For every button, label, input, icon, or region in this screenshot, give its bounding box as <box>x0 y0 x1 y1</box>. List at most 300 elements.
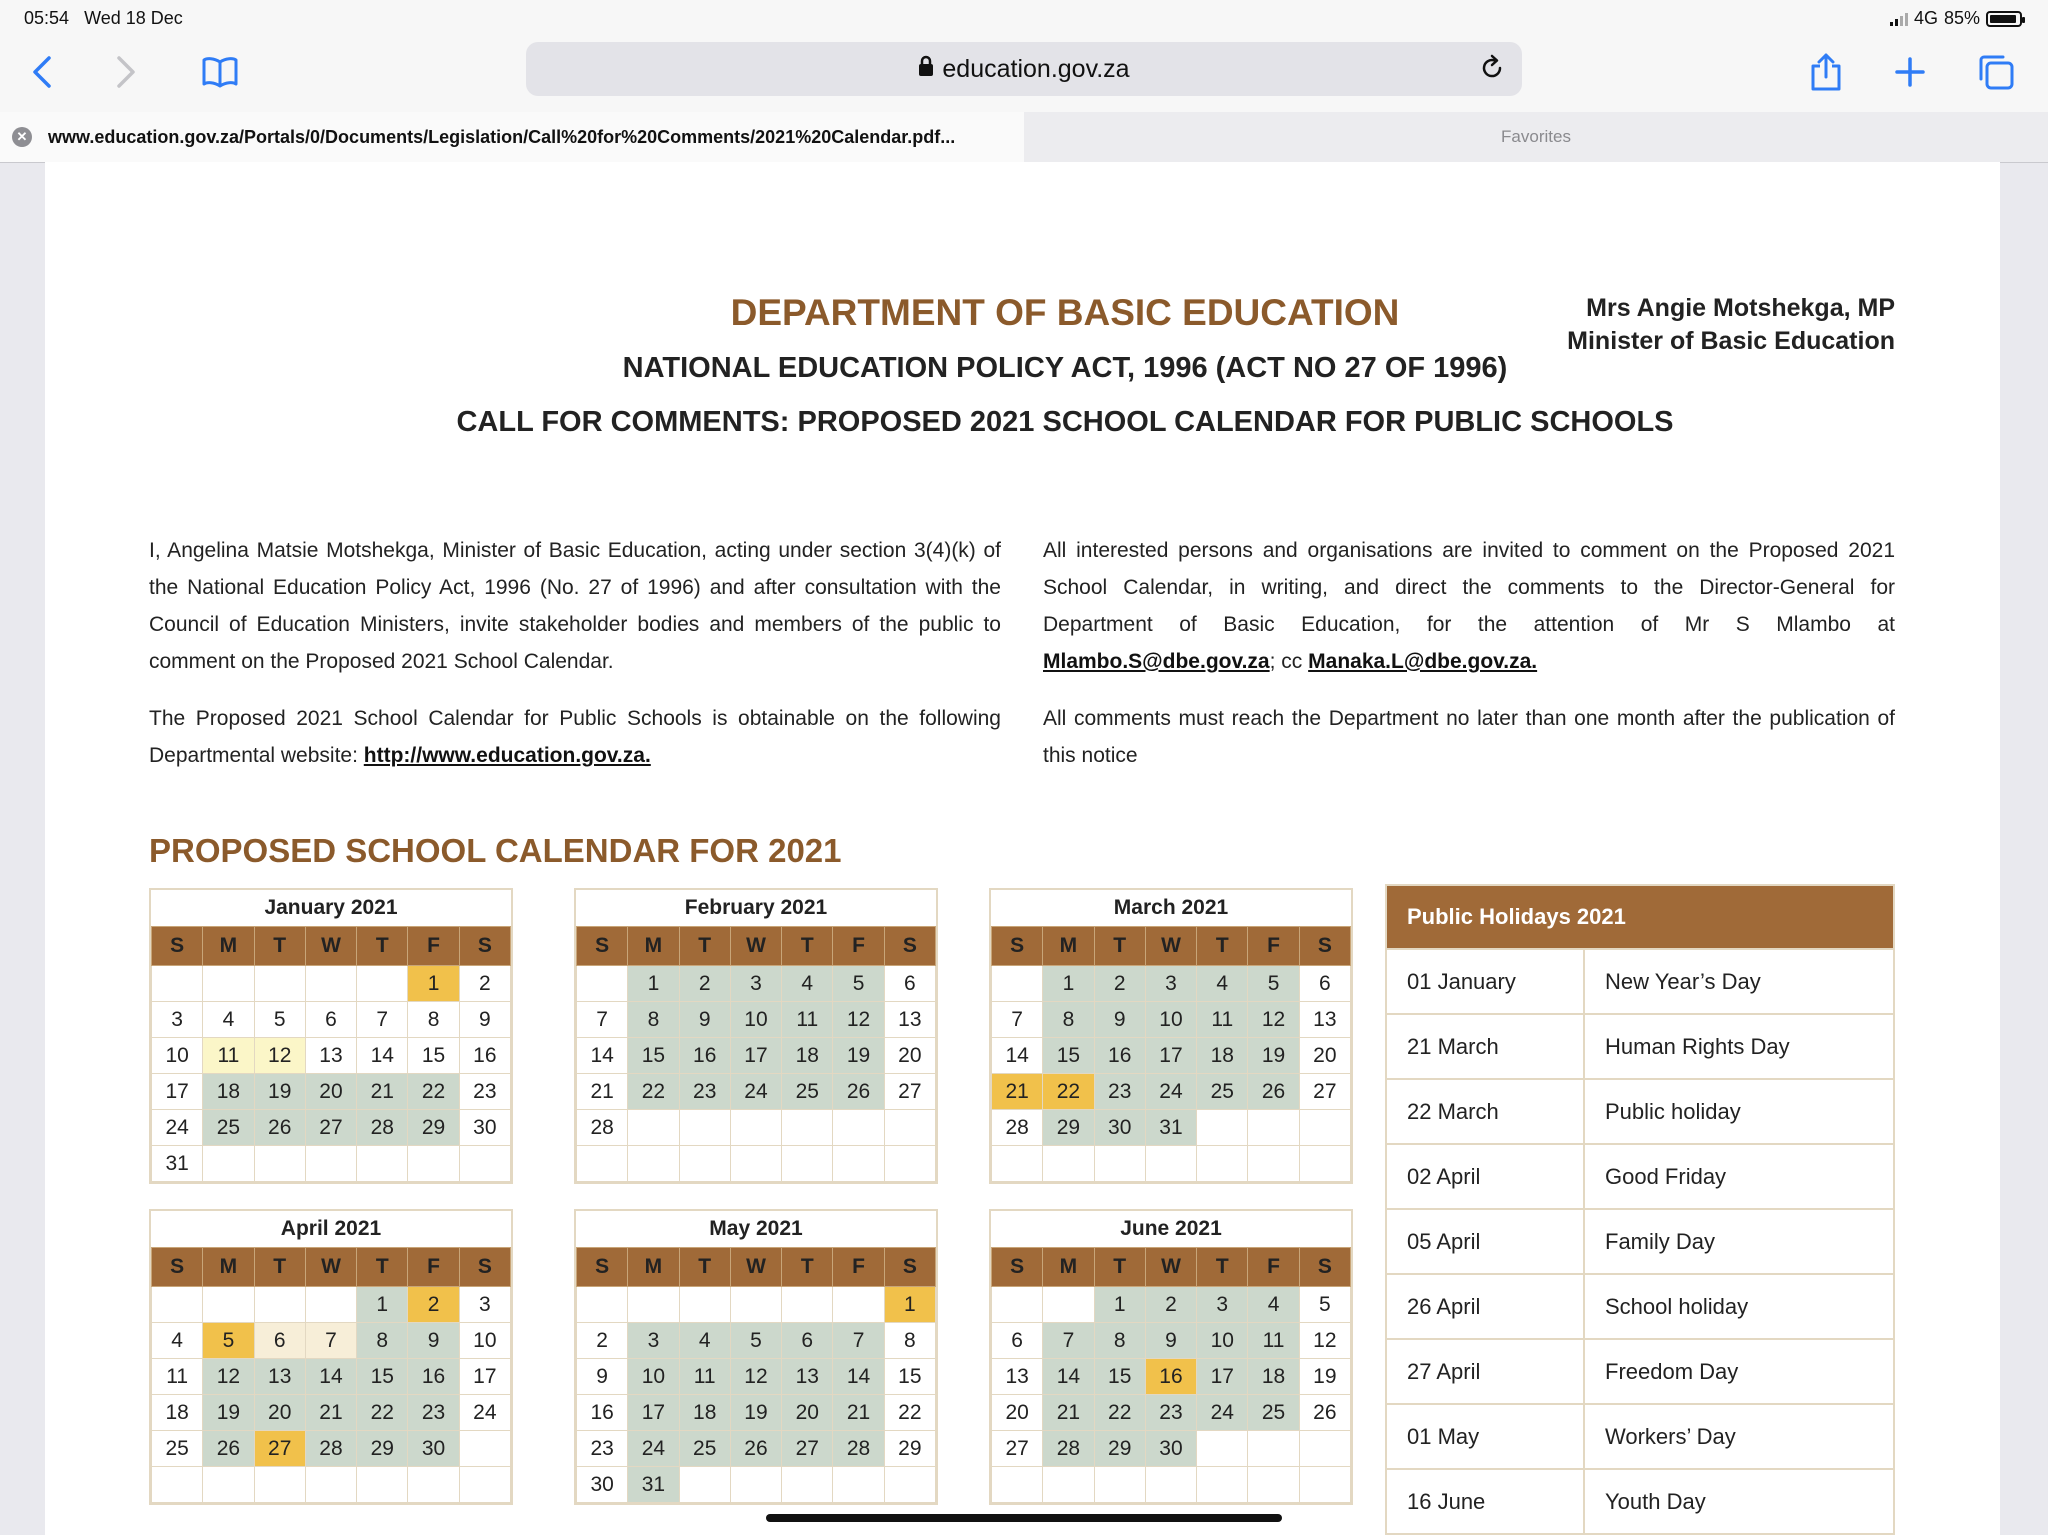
calendar-heading: PROPOSED SCHOOL CALENDAR FOR 2021 <box>149 832 842 869</box>
weekday-header: F <box>408 1248 459 1287</box>
day-cell: 7 <box>833 1323 884 1359</box>
day-cell <box>884 1467 935 1503</box>
day-cell: 5 <box>1299 1287 1350 1323</box>
day-cell <box>577 1287 628 1323</box>
day-cell <box>679 1110 730 1146</box>
day-cell: 27 <box>884 1074 935 1110</box>
day-cell: 1 <box>1094 1287 1145 1323</box>
day-cell: 6 <box>1299 966 1350 1002</box>
tab-favorites[interactable]: Favorites <box>1501 127 1571 146</box>
holiday-date: 26 April <box>1387 1274 1584 1339</box>
day-cell <box>679 1287 730 1323</box>
day-cell <box>408 1146 459 1182</box>
day-cell: 23 <box>1094 1074 1145 1110</box>
day-cell: 29 <box>408 1110 459 1146</box>
weekday-header: F <box>833 927 884 966</box>
status-time: 05:54 Wed 18 Dec <box>24 8 183 28</box>
day-cell: 25 <box>152 1431 203 1467</box>
day-cell: 22 <box>884 1395 935 1431</box>
month-calendar <box>989 888 1353 1184</box>
day-cell: 24 <box>1145 1074 1196 1110</box>
holiday-date: 01 May <box>1387 1404 1584 1469</box>
url-bar[interactable] <box>526 42 1522 96</box>
day-cell: 11 <box>782 1002 833 1038</box>
back-icon[interactable] <box>20 50 64 94</box>
day-cell: 16 <box>1094 1038 1145 1074</box>
day-cell: 26 <box>833 1074 884 1110</box>
forward-icon[interactable] <box>104 50 148 94</box>
day-cell: 29 <box>357 1431 408 1467</box>
day-cell: 11 <box>1197 1002 1248 1038</box>
day-cell <box>730 1146 781 1182</box>
weekday-header: T <box>782 1248 833 1287</box>
day-cell <box>1043 1146 1094 1182</box>
day-cell: 29 <box>1043 1110 1094 1146</box>
day-cell: 13 <box>884 1002 935 1038</box>
day-cell <box>782 1287 833 1323</box>
website-paragraph: The Proposed 2021 School Calendar for Public Schools is obtainable on the following Departmental website: http://www.education.gov.za. <box>149 707 1001 767</box>
day-cell: 26 <box>203 1431 254 1467</box>
day-cell: 22 <box>408 1074 459 1110</box>
day-cell <box>305 1467 356 1503</box>
act-title: NATIONAL EDUCATION POLICY ACT, 1996 (ACT NO 27 OF 1996) <box>622 352 1508 384</box>
day-cell: 6 <box>884 966 935 1002</box>
day-cell: 15 <box>1043 1038 1094 1074</box>
day-cell: 4 <box>1248 1287 1299 1323</box>
day-cell: 14 <box>577 1038 628 1074</box>
day-cell <box>203 1146 254 1182</box>
holiday-name: School holiday <box>1584 1274 1893 1339</box>
day-cell <box>305 1146 356 1182</box>
day-cell: 20 <box>992 1395 1043 1431</box>
day-cell: 12 <box>1299 1323 1350 1359</box>
month-calendar <box>574 1209 938 1505</box>
day-cell: 10 <box>730 1002 781 1038</box>
day-cell: 27 <box>992 1431 1043 1467</box>
day-cell: 21 <box>357 1074 408 1110</box>
day-cell: 31 <box>1145 1110 1196 1146</box>
day-cell: 21 <box>305 1395 356 1431</box>
day-cell: 25 <box>1197 1074 1248 1110</box>
day-cell: 20 <box>782 1395 833 1431</box>
day-cell: 7 <box>1043 1323 1094 1359</box>
day-cell <box>305 966 356 1002</box>
month-calendar <box>149 888 513 1184</box>
day-cell <box>1145 1146 1196 1182</box>
share-icon[interactable] <box>1804 50 1848 94</box>
day-cell: 28 <box>357 1110 408 1146</box>
holiday-date: 16 June <box>1387 1469 1584 1533</box>
day-cell: 9 <box>1145 1323 1196 1359</box>
day-cell: 24 <box>730 1074 781 1110</box>
day-cell: 13 <box>992 1359 1043 1395</box>
day-cell <box>357 966 408 1002</box>
weekday-header: F <box>833 1248 884 1287</box>
day-cell: 19 <box>730 1395 781 1431</box>
day-cell: 2 <box>577 1323 628 1359</box>
day-cell: 1 <box>628 966 679 1002</box>
day-cell: 20 <box>305 1074 356 1110</box>
month-title: April 2021 <box>151 1211 511 1247</box>
day-cell <box>1197 1110 1248 1146</box>
day-cell: 23 <box>1145 1395 1196 1431</box>
day-cell: 18 <box>679 1395 730 1431</box>
day-cell: 8 <box>1043 1002 1094 1038</box>
day-cell <box>408 1467 459 1503</box>
day-cell: 27 <box>254 1431 305 1467</box>
day-cell <box>833 1287 884 1323</box>
day-cell: 25 <box>782 1074 833 1110</box>
day-cell: 21 <box>833 1395 884 1431</box>
day-cell: 1 <box>357 1287 408 1323</box>
day-cell <box>884 1110 935 1146</box>
tab-strip <box>0 112 2048 163</box>
day-cell <box>992 966 1043 1002</box>
month-title: May 2021 <box>576 1211 936 1247</box>
holiday-row <box>1387 1274 1893 1339</box>
day-cell <box>1197 1467 1248 1503</box>
day-cell: 26 <box>254 1110 305 1146</box>
tabs-overview-icon[interactable] <box>1974 50 2018 94</box>
call-title: CALL FOR COMMENTS: PROPOSED 2021 SCHOOL CALENDAR FOR PUBLIC SCHOOLS <box>456 406 1674 438</box>
new-tab-icon[interactable] <box>1888 50 1932 94</box>
weekday-header: S <box>459 1248 510 1287</box>
day-cell: 5 <box>730 1323 781 1359</box>
day-cell: 8 <box>1094 1323 1145 1359</box>
day-cell: 2 <box>459 966 510 1002</box>
day-cell: 17 <box>1145 1038 1196 1074</box>
day-cell <box>628 1110 679 1146</box>
day-cell: 26 <box>1299 1395 1350 1431</box>
weekday-header: S <box>992 927 1043 966</box>
day-cell: 2 <box>408 1287 459 1323</box>
day-cell: 15 <box>884 1359 935 1395</box>
day-cell: 3 <box>628 1323 679 1359</box>
close-tab-icon[interactable]: ✕ <box>12 127 32 147</box>
weekday-header: W <box>730 927 781 966</box>
minister-block <box>1567 292 1895 358</box>
weekday-header: W <box>305 1248 356 1287</box>
weekday-header: S <box>884 927 935 966</box>
day-cell: 17 <box>1197 1359 1248 1395</box>
holidays-table <box>1385 884 1895 1535</box>
tab-active[interactable] <box>0 112 1024 162</box>
deadline-paragraph: All comments must reach the Department no later than one month after the publication of this notice <box>1043 707 1895 767</box>
reload-icon[interactable] <box>1478 54 1506 89</box>
weekday-header: M <box>203 927 254 966</box>
day-cell: 10 <box>1197 1323 1248 1359</box>
email-link-mlambo[interactable]: Mlambo.S@dbe.gov.za <box>1043 650 1270 673</box>
day-cell: 4 <box>203 1002 254 1038</box>
day-cell <box>459 1431 510 1467</box>
day-cell <box>628 1287 679 1323</box>
weekday-header: M <box>628 1248 679 1287</box>
day-cell: 8 <box>628 1002 679 1038</box>
day-cell: 16 <box>679 1038 730 1074</box>
weekday-header: T <box>679 1248 730 1287</box>
day-cell: 15 <box>357 1359 408 1395</box>
day-cell: 1 <box>408 966 459 1002</box>
day-cell: 28 <box>833 1431 884 1467</box>
day-cell: 9 <box>1094 1002 1145 1038</box>
month-title: March 2021 <box>991 890 1351 926</box>
day-cell: 27 <box>305 1110 356 1146</box>
day-cell: 5 <box>1248 966 1299 1002</box>
day-cell: 20 <box>884 1038 935 1074</box>
minister-title: Minister of Basic Education <box>1567 327 1895 355</box>
weekday-header: T <box>254 1248 305 1287</box>
month-title: January 2021 <box>151 890 511 926</box>
weekday-header: S <box>152 927 203 966</box>
day-cell: 9 <box>577 1359 628 1395</box>
day-cell: 9 <box>679 1002 730 1038</box>
day-cell: 13 <box>254 1359 305 1395</box>
day-cell <box>459 1146 510 1182</box>
day-cell: 16 <box>1145 1359 1196 1395</box>
weekday-header: T <box>679 927 730 966</box>
battery-percent: 85% <box>1943 8 1980 28</box>
day-cell: 30 <box>1094 1110 1145 1146</box>
day-cell: 30 <box>408 1431 459 1467</box>
signal-icon <box>1890 12 1908 26</box>
weekday-header: S <box>1299 927 1350 966</box>
day-cell: 3 <box>152 1002 203 1038</box>
day-cell <box>203 1467 254 1503</box>
month-calendar <box>149 1209 513 1505</box>
day-cell <box>833 1146 884 1182</box>
day-cell: 7 <box>305 1323 356 1359</box>
weekday-header: S <box>459 927 510 966</box>
day-cell: 11 <box>152 1359 203 1395</box>
holiday-name: Good Friday <box>1584 1144 1893 1209</box>
day-cell: 4 <box>152 1323 203 1359</box>
lock-icon <box>918 55 934 84</box>
day-cell: 23 <box>679 1074 730 1110</box>
website-link[interactable]: http://www.education.gov.za. <box>363 744 651 767</box>
day-cell <box>782 1146 833 1182</box>
day-cell: 6 <box>254 1323 305 1359</box>
day-cell <box>1248 1146 1299 1182</box>
dept-title: DEPARTMENT OF BASIC EDUCATION <box>730 292 1400 333</box>
day-cell <box>1094 1146 1145 1182</box>
day-cell <box>1043 1467 1094 1503</box>
day-cell: 18 <box>203 1074 254 1110</box>
day-cell <box>1299 1431 1350 1467</box>
day-cell: 11 <box>203 1038 254 1074</box>
day-cell: 3 <box>1145 966 1196 1002</box>
network-label: 4G <box>1913 8 1938 28</box>
day-cell <box>833 1110 884 1146</box>
day-cell <box>1094 1467 1145 1503</box>
day-cell: 3 <box>1197 1287 1248 1323</box>
day-cell: 4 <box>1197 966 1248 1002</box>
day-cell <box>254 966 305 1002</box>
day-cell: 18 <box>152 1395 203 1431</box>
day-cell: 13 <box>1299 1002 1350 1038</box>
holiday-row <box>1387 1144 1893 1209</box>
day-cell: 18 <box>1248 1359 1299 1395</box>
day-cell: 24 <box>1197 1395 1248 1431</box>
day-cell <box>1299 1467 1350 1503</box>
day-cell: 23 <box>408 1395 459 1431</box>
status-right <box>1890 8 2022 29</box>
day-cell: 2 <box>1145 1287 1196 1323</box>
day-cell <box>992 1146 1043 1182</box>
day-cell: 8 <box>357 1323 408 1359</box>
day-cell: 23 <box>459 1074 510 1110</box>
weekday-header: T <box>254 927 305 966</box>
day-cell: 21 <box>1043 1395 1094 1431</box>
holiday-row <box>1387 1339 1893 1404</box>
holiday-row <box>1387 949 1893 1014</box>
day-cell: 31 <box>628 1467 679 1503</box>
day-cell: 3 <box>459 1287 510 1323</box>
day-cell <box>679 1467 730 1503</box>
day-cell: 4 <box>679 1323 730 1359</box>
day-cell: 8 <box>884 1323 935 1359</box>
day-cell <box>1299 1146 1350 1182</box>
weekday-header: W <box>1145 927 1196 966</box>
day-cell: 18 <box>782 1038 833 1074</box>
day-cell <box>152 966 203 1002</box>
day-cell: 10 <box>1145 1002 1196 1038</box>
day-cell: 10 <box>152 1038 203 1074</box>
holiday-date: 01 January <box>1387 949 1584 1014</box>
day-cell: 7 <box>577 1002 628 1038</box>
holiday-date: 05 April <box>1387 1209 1584 1274</box>
weekday-header: M <box>203 1248 254 1287</box>
day-cell: 17 <box>628 1395 679 1431</box>
day-cell: 12 <box>254 1038 305 1074</box>
browser-toolbar <box>0 36 2048 112</box>
holiday-date: 02 April <box>1387 1144 1584 1209</box>
day-cell: 9 <box>459 1002 510 1038</box>
day-cell <box>992 1287 1043 1323</box>
day-cell: 19 <box>833 1038 884 1074</box>
day-cell <box>884 1146 935 1182</box>
day-cell <box>459 1467 510 1503</box>
day-cell: 12 <box>833 1002 884 1038</box>
day-cell: 7 <box>992 1002 1043 1038</box>
day-cell <box>730 1110 781 1146</box>
day-cell: 25 <box>1248 1395 1299 1431</box>
day-cell: 21 <box>992 1074 1043 1110</box>
day-cell: 25 <box>203 1110 254 1146</box>
day-cell: 14 <box>833 1359 884 1395</box>
day-cell <box>1145 1467 1196 1503</box>
day-cell: 30 <box>459 1110 510 1146</box>
holiday-row <box>1387 1404 1893 1469</box>
day-cell <box>254 1287 305 1323</box>
weekday-header: F <box>1248 927 1299 966</box>
day-cell <box>152 1467 203 1503</box>
day-cell: 21 <box>577 1074 628 1110</box>
weekday-header: T <box>1197 927 1248 966</box>
holiday-row <box>1387 1209 1893 1274</box>
weekday-header: S <box>577 1248 628 1287</box>
day-cell: 5 <box>254 1002 305 1038</box>
pdf-page <box>45 162 2000 1535</box>
day-cell: 16 <box>459 1038 510 1074</box>
day-cell: 2 <box>679 966 730 1002</box>
day-cell: 8 <box>408 1002 459 1038</box>
day-cell: 10 <box>628 1359 679 1395</box>
day-cell <box>1248 1467 1299 1503</box>
day-cell: 12 <box>1248 1002 1299 1038</box>
email-link-manaka[interactable]: Manaka.L@dbe.gov.za. <box>1308 650 1538 673</box>
day-cell <box>1248 1110 1299 1146</box>
day-cell: 27 <box>782 1431 833 1467</box>
day-cell <box>357 1467 408 1503</box>
day-cell: 12 <box>730 1359 781 1395</box>
day-cell: 14 <box>992 1038 1043 1074</box>
bookmarks-icon[interactable] <box>198 50 242 94</box>
weekday-header: F <box>408 927 459 966</box>
day-cell: 26 <box>1248 1074 1299 1110</box>
holiday-name: Public holiday <box>1584 1079 1893 1144</box>
weekday-header: T <box>1094 927 1145 966</box>
weekday-header: S <box>1299 1248 1350 1287</box>
day-cell <box>628 1146 679 1182</box>
url-text: education.gov.za <box>942 54 1130 83</box>
intro-paragraph: I, Angelina Matsie Motshekga, Minister of Basic Education, acting under section 3(4)(k) of the National Education Policy Act, 1996 (No. 27 of 1996) and after consultation with the Council of Education Ministers, invite stakeholder bodies and members of the public to comment on the Proposed 2021 School Calendar. <box>149 539 1001 673</box>
day-cell <box>203 1287 254 1323</box>
holiday-date: 22 March <box>1387 1079 1584 1144</box>
day-cell: 14 <box>357 1038 408 1074</box>
comments-paragraph: All interested persons and organisations are invited to comment on the Proposed 2021 School Calendar, in writing, and direct the comments to the Director-General for Department of Basic Education, for the attention of Mr S Mlambo at Mlambo.S@dbe.gov.za; cc Manaka.L@dbe.gov.za. <box>1043 539 1895 673</box>
day-cell: 19 <box>254 1074 305 1110</box>
day-cell: 22 <box>357 1395 408 1431</box>
holiday-date: 21 March <box>1387 1014 1584 1079</box>
weekday-header: M <box>628 927 679 966</box>
day-cell: 30 <box>577 1467 628 1503</box>
day-cell: 1 <box>884 1287 935 1323</box>
day-cell: 22 <box>1043 1074 1094 1110</box>
day-cell: 20 <box>254 1395 305 1431</box>
day-cell: 16 <box>577 1395 628 1431</box>
minister-name: Mrs Angie Motshekga, MP <box>1586 294 1895 322</box>
day-cell <box>577 966 628 1002</box>
day-cell <box>1197 1431 1248 1467</box>
day-cell <box>305 1287 356 1323</box>
day-cell: 15 <box>408 1038 459 1074</box>
day-cell: 5 <box>203 1323 254 1359</box>
month-calendar <box>989 1209 1353 1505</box>
weekday-header: S <box>992 1248 1043 1287</box>
holiday-name: Youth Day <box>1584 1469 1893 1533</box>
holiday-row <box>1387 1469 1893 1533</box>
day-cell <box>1197 1146 1248 1182</box>
weekday-header: T <box>357 1248 408 1287</box>
status-bar <box>0 0 2048 36</box>
day-cell: 1 <box>1043 966 1094 1002</box>
day-cell: 28 <box>1043 1431 1094 1467</box>
weekday-header: M <box>1043 1248 1094 1287</box>
weekday-header: W <box>305 927 356 966</box>
holiday-row <box>1387 1079 1893 1144</box>
weekday-header: T <box>1197 1248 1248 1287</box>
day-cell: 27 <box>1299 1074 1350 1110</box>
day-cell <box>730 1467 781 1503</box>
day-cell <box>1299 1110 1350 1146</box>
day-cell: 28 <box>992 1110 1043 1146</box>
weekday-header: W <box>1145 1248 1196 1287</box>
day-cell: 24 <box>459 1395 510 1431</box>
tab-title: www.education.gov.za/Portals/0/Documents/Legislation/Call%20for%20Comments/2021%20Calendar.pdf... <box>48 127 956 147</box>
day-cell: 19 <box>1299 1359 1350 1395</box>
day-cell <box>203 966 254 1002</box>
day-cell <box>1043 1287 1094 1323</box>
